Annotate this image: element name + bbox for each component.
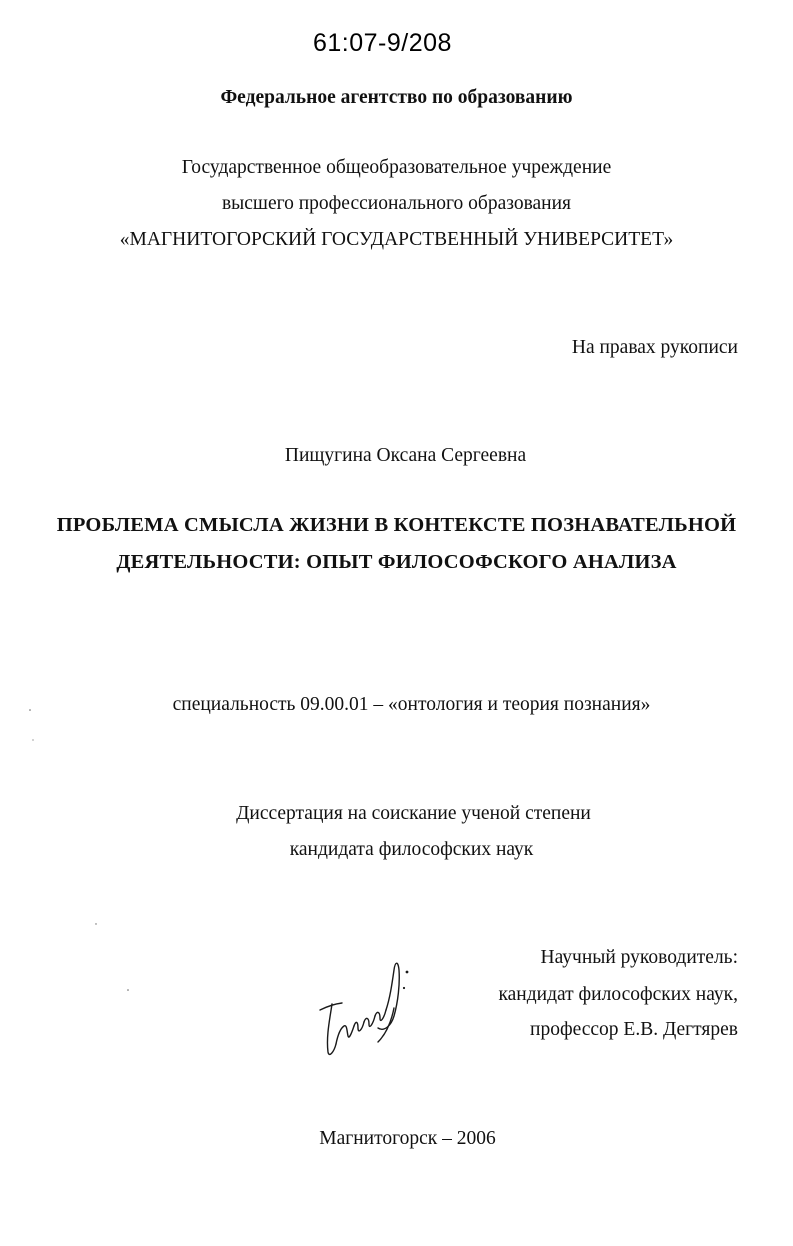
handwritten-signature-icon [314,948,419,1063]
institution-line-1: Государственное общеобразовательное учреждение [181,157,612,178]
degree-line-1: Диссертация на соискание ученой степени [236,803,591,824]
author-name: Пищугина Оксана Сергеевна [284,445,527,466]
institution-name: «МАГНИТОГОРСКИЙ ГОСУДАРСТВЕННЫЙ УНИВЕРСИТЕТ» [119,229,674,250]
dissertation-title-line-2: ДЕЯТЕЛЬНОСТИ: ОПЫТ ФИЛОСОФСКОГО АНАЛИЗА [116,551,677,573]
specialty: специальность 09.00.01 – «онтология и теория познания» [172,694,651,715]
institution-line-2: высшего профессионального образования [221,193,572,214]
supervisor-name: профессор Е.В. Дегтярев [530,1019,738,1040]
supervisor-label: Научный руководитель: [540,947,738,968]
manuscript-note: На правах рукописи [571,337,738,358]
catalog-code: 61:07-9/208 [313,29,452,57]
agency-name: Федеральное агентство по образованию [220,87,573,108]
degree-line-2: кандидата философских наук [289,839,534,860]
place-and-year: Магнитогорск – 2006 [319,1128,496,1149]
supervisor-degree: кандидат философских наук, [498,984,738,1005]
dissertation-title-line-1: ПРОБЛЕМА СМЫСЛА ЖИЗНИ В КОНТЕКСТЕ ПОЗНАВАТЕЛЬНОЙ [56,514,737,536]
